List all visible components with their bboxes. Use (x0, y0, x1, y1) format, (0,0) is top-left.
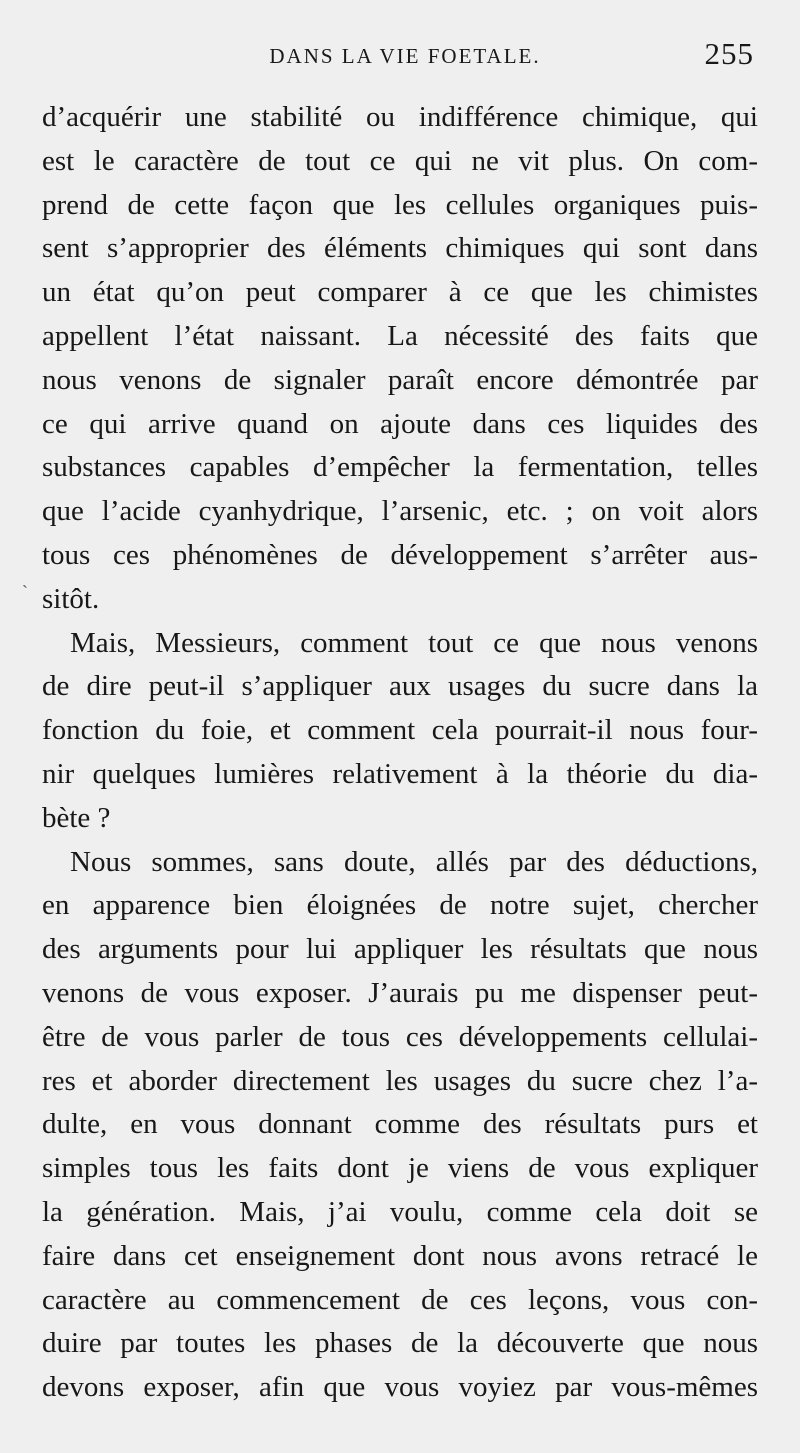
text-line: dulte, en vous donnant comme des résultats purs et (42, 1108, 758, 1141)
page-header (40, 36, 760, 80)
text-line: de dire peut-il s’appliquer aux usages du sucre dans la (42, 670, 758, 703)
text-line: des arguments pour lui appliquer les résultats que nous (42, 933, 758, 966)
margin-mark: ` (22, 582, 28, 602)
text-line: en apparence bien éloignées de notre sujet, chercher (42, 889, 758, 922)
text-line: bète ? (42, 801, 111, 834)
text-line: fonction du foie, et comment cela pourrait-il nous four- (42, 714, 758, 747)
text-line: simples tous les faits dont je viens de vous expliquer (42, 1152, 758, 1185)
body-text (42, 96, 758, 1410)
text-line: faire dans cet enseignement dont nous avons retracé le (42, 1239, 758, 1272)
text-line: nir quelques lumières relativement à la théorie du dia- (42, 757, 758, 790)
text-line: que l’acide cyanhydrique, l’arsenic, etc. ; on voit alors (42, 495, 758, 528)
text-line: la génération. Mais, j’ai voulu, comme cela doit se (42, 1195, 758, 1228)
text-line: être de vous parler de tous ces développements cellulai- (42, 1020, 758, 1053)
text-line: substances capables d’empêcher la fermentation, telles (42, 451, 758, 484)
text-line: d’acquérir une stabilité ou indifférence chimique, qui (42, 101, 758, 133)
text-line: res et aborder directement les usages du sucre chez l’a- (42, 1064, 758, 1097)
text-line: un état qu’on peut comparer à ce que les chimistes (42, 276, 758, 309)
text-line: Mais, Messieurs, comment tout ce que nous venons (70, 626, 758, 659)
text-line: venons de vous exposer. J’aurais pu me dispenser peut- (42, 976, 758, 1009)
running-title: DANS LA VIE FOETALE. (269, 44, 541, 68)
text-line: appellent l’état naissant. La nécessité des faits que (42, 319, 758, 352)
text-line: nous venons de signaler paraît encore démontrée par (42, 363, 758, 396)
text-line: devons exposer, afin que vous voyiez par vous-mêmes (42, 1371, 758, 1404)
page-number: 255 (704, 36, 754, 71)
text-line: est le caractère de tout ce qui ne vit plus. On com- (42, 144, 758, 177)
text-line: duire par toutes les phases de la découverte que nous (42, 1327, 758, 1360)
text-line: prend de cette façon que les cellules organiques puis- (42, 188, 758, 221)
text-line: sent s’approprier des éléments chimiques qui sont dans (42, 232, 758, 265)
text-line: tous ces phénomènes de développement s’arrêter aus- (42, 538, 758, 571)
text-line: Nous sommes, sans doute, allés par des déductions, (70, 845, 758, 878)
text-line: caractère au commencement de ces leçons, vous con- (42, 1283, 758, 1316)
text-line: ce qui arrive quand on ajoute dans ces liquides des (42, 407, 758, 440)
text-line: sitôt. (42, 582, 100, 615)
